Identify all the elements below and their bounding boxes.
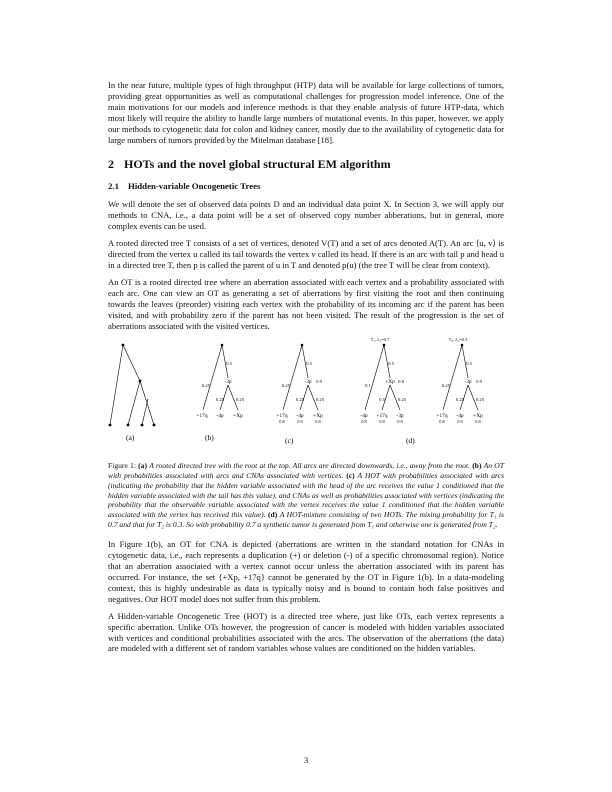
- page-number: 3: [303, 755, 309, 765]
- tree_b-mid-label: -3p: [224, 379, 232, 386]
- figure-trees: [108, 337, 504, 455]
- subsection-number: 2.1: [108, 181, 119, 192]
- tree_d1-leaf-prob-0: 0.8: [361, 419, 367, 425]
- tree_c-arc-root-prob: 0.5: [306, 361, 312, 367]
- tree_b-arc-mid-left-prob: 0.25: [215, 397, 225, 403]
- tree_d2-leaf-prob-0: 0.8: [439, 419, 445, 425]
- tree_d1-arc-root-prob: 0.5: [388, 361, 394, 367]
- tree_c-mid-label: -3p: [304, 379, 312, 386]
- caption-c-text: A HOT with probabilities associated with arcs (indicating the probability that the hidden variable associated with the head of the arc receives the value 1 conditioned that the hidden variable associated with the tail has this value), and CNAs as well as probabilities associated with vertices (indicating the probability that the observable variable associated with the vertex receives the value 1 conditioned that the hidden variable associated with the vertex has received this value).: [108, 471, 504, 519]
- tree-a-nodes: [109, 344, 156, 427]
- tree_d2-leaf-1: -4p: [456, 413, 464, 420]
- intro-paragraph: In the near future, multiple types of high throughput (HTP) data will be available for large collections of tumors, providing great opportunities as well as computational challenges for progression model inference. One of the main motivations for our models and inference methods is that they enable analysis of future HTP-data, which most likely will require the ability to handle large numbers of mutational events. In this paper, however, we apply our methods to cytogenetic data for colon and kidney cancer, mostly due to the availability of cytogenetic data for large numbers of tumors provided by the Mitelman database [18].: [108, 80, 504, 145]
- section-number: 2: [108, 157, 114, 172]
- tree_d2-leaf-2: +Xp: [473, 413, 483, 420]
- panel-label-a: (a): [126, 433, 135, 443]
- section-heading: [108, 157, 504, 172]
- tree_d1-mid-label: +Xp: [385, 379, 395, 386]
- tree_b-arc-left-prob: 0.25: [201, 383, 211, 389]
- tree_d1-leaf-0: -4p: [360, 413, 368, 420]
- tree_b-leaf-1: -4p: [216, 413, 224, 420]
- tree_c-mid-prob: 0.9: [316, 379, 322, 385]
- tree_d1-arc-left-prob: 0.1: [365, 383, 371, 389]
- caption-a: (a): [138, 461, 147, 471]
- tree_d1-leaf-prob-2: 0.9: [397, 419, 403, 425]
- tree_d1-leaf-1: +17q: [376, 413, 388, 420]
- subsection-heading: [108, 181, 504, 191]
- tree_d2-arc-root-prob: 0.5: [466, 361, 472, 367]
- tree_d2-leaf-prob-1: 0.9: [457, 419, 463, 425]
- figure-caption: [108, 461, 504, 529]
- tree_b-arc-mid-right-prob: 0.25: [235, 397, 245, 403]
- tree_d2-leaf-prob-2: 0.8: [475, 419, 481, 425]
- tree_d1-arc-mid-right-prob: 0.25: [397, 397, 407, 403]
- tree_d2-arc-mid-right-prob: 0.25: [475, 397, 485, 403]
- tree_d2-arc-left-prob: 0.25: [441, 383, 451, 389]
- tree_c-leaf-prob-2: 0.8: [315, 419, 321, 425]
- tree_b-leaf-0: +17q: [196, 413, 208, 420]
- tree_c-arc-left-prob: 0.25: [281, 383, 291, 389]
- caption-label: Figure 1:: [108, 461, 136, 471]
- caption-a-text: A rooted directed tree with the root at the top. All arcs are directed downwards, i.e., away from the root.: [149, 461, 470, 471]
- section-title: HOTs and the novel global structural EM algorithm: [124, 157, 391, 172]
- tree_c-leaf-0: +17q: [276, 413, 288, 420]
- tree_c-leaf-2: +Xp: [313, 413, 323, 420]
- tree_b-leaf-2: +Xp: [233, 413, 243, 420]
- caption-d: (d): [268, 509, 278, 519]
- caption-d-text: A HOT-mixture consisting of two HOTs. The mixing probability for T₁ is 0.7 and that for T₂ is 0.3. So with probability 0.7 a synthetic tumor is generated from T₁ and otherwise one is generated from T₂.: [108, 509, 504, 529]
- caption-b-text: An OT with probabilities associated with arcs and CNAs associated with vertices.: [108, 461, 505, 481]
- caption-c: (c): [346, 471, 355, 481]
- paragraph-data-points: We will denote the set of observed data points D and an individual data point X. In Section 3, we will apply our methods to CNA, i.e., a data point will be a set of observed copy number abberations, but in general, more complex events can be used.: [108, 199, 504, 232]
- tree_c-leaf-prob-1: 0.9: [297, 419, 303, 425]
- tree_d1-leaf-2: -3p: [396, 413, 404, 420]
- tree_d1-header: T₁, λ₁=0.7: [370, 337, 390, 343]
- paragraph-hot-definition: A Hidden-variable Oncogenetic Tree (HOT) is a directed tree where, just like OTs, each vertex represents a specific aberration. Unlike OTs however, the progression of cancer is modeled with hidden variables associated with vertices and conditional probabilities associated with the arcs. The observation of the aberrations (the data) are modeled with a different set of random variables whose values are conditioned on the hidden variables.: [108, 610, 504, 654]
- tree_c-arc-mid-right-prob: 0.25: [315, 397, 325, 403]
- tree_d2-leaf-0: +17q: [436, 413, 448, 420]
- tree_d2-mid-label: -3p: [464, 379, 472, 386]
- page-body: [108, 80, 504, 660]
- tree_b-arc-root-prob: 0.5: [226, 361, 232, 367]
- paragraph-figure-discussion: In Figure 1(b), an OT for CNA is depicted (aberrations are written in the standard notation for CNAs in cytogenetic data, i.e., each represents a duplication (+) or deletion (-) of a specific chromosomal region). Notice that an aberration associated with a vertex cannot occur unless the aberration associated with its parent has occurred. For instance, the set {+Xp, +17q} cannot be generated by the OT in Figure 1(b). In a data-modeling context, this is highly undesirable as data is typically noisy and is bound to contain both false positives and negatives. Our HOT model does not suffer from this problem.: [108, 539, 504, 604]
- paragraph-ot-definition: An OT is a rooted directed tree where an aberration associated with each vertex and a probability associated with each arc. One can view an OT as generating a set of aberrations by first visiting the root and then continuing towards the leaves (preorder) visiting each vertex with the probability of its incoming arc if the parent has been visited, and with probability zero if the parent has not been visited. The result of the progression is the set of aberrations associated with the visited vertices.: [108, 276, 504, 331]
- paragraph-rooted-tree: A rooted directed tree T consists of a set of vertices, denoted V(T) and a set of arcs denoted A(T). An arc ⟨u, v⟩ is directed from the vertex u called its tail towards the vertex v called its head. If there is an arc with tail p and head u in a directed tree T, then p is called the parent of u in T and denoted p(u) (the tree T will be clear from context).: [108, 238, 504, 270]
- tree_c-arc-mid-left-prob: 0.25: [295, 397, 305, 403]
- tree_d2-arc-mid-left-prob: 0.25: [455, 397, 465, 403]
- figure-1: [108, 337, 504, 455]
- tree_c-leaf-1: -4p: [296, 413, 304, 420]
- tree_d2-mid-prob: 0.9: [476, 379, 482, 385]
- subsection-title: Hidden-variable Oncogenetic Trees: [128, 181, 261, 192]
- tree_c-leaf-prob-0: 0.8: [279, 419, 285, 425]
- tree_d2-header: T₂, λ₂=0.3: [448, 337, 468, 343]
- tree-a: [110, 345, 154, 425]
- panel-label-c: (c): [285, 436, 294, 446]
- panel-label-d: (d): [406, 436, 415, 446]
- tree_d1-arc-mid-left-prob: 0.5: [379, 397, 385, 403]
- tree_d1-leaf-prob-1: 0.8: [379, 419, 385, 425]
- panel-label-b: (b): [205, 433, 214, 443]
- caption-b: (b): [472, 461, 482, 471]
- trees-bcd: [196, 337, 484, 424]
- tree_d1-mid-prob: 0.8: [398, 379, 404, 385]
